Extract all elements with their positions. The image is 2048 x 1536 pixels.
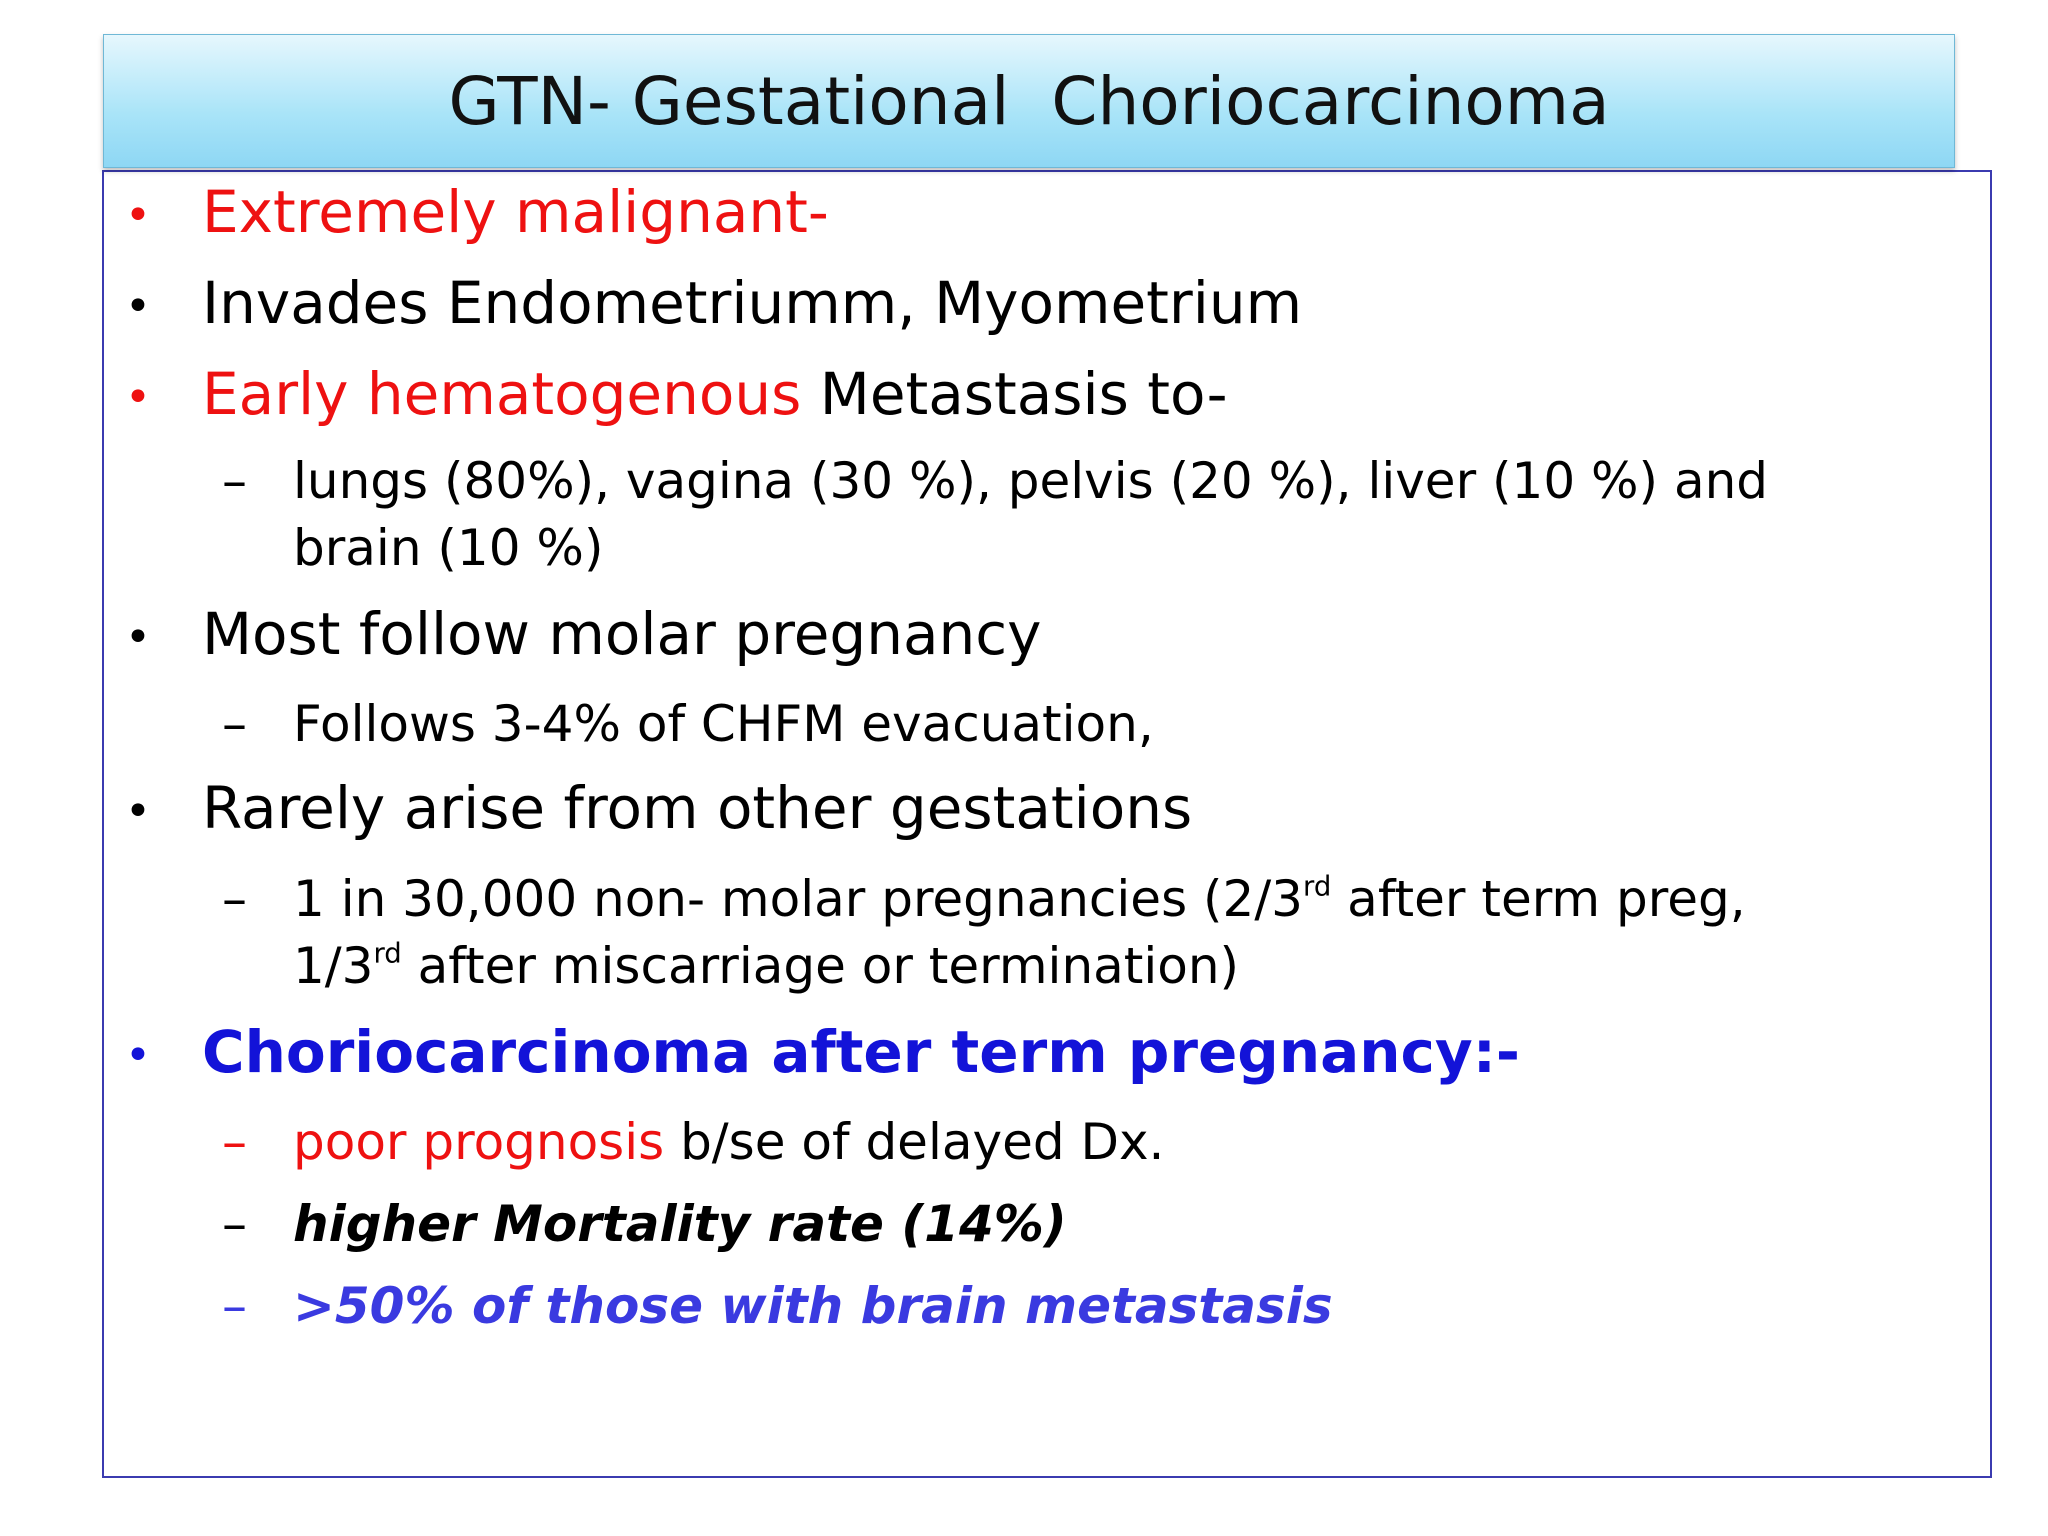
sub-non-molar-line2: 1/3rd after miscarriage or termination) [293, 937, 1240, 995]
dash-marker: – [222, 1195, 247, 1253]
slide-title: GTN- Gestational Choriocarcinoma [448, 62, 1610, 140]
sub-chfm-evacuation: Follows 3-4% of CHFM evacuation, [293, 695, 1154, 753]
bullet-marker: • [125, 190, 151, 241]
dash-marker: – [222, 452, 247, 510]
sub-non-molar-line1: 1 in 30,000 non- molar pregnancies (2/3rd after term preg, [293, 870, 1746, 928]
early-hematogenous-text: Early hematogenous [202, 360, 802, 428]
poor-prognosis-text: poor prognosis [293, 1113, 665, 1171]
sub-mortality-rate: higher Mortality rate (14%) [293, 1195, 1067, 1253]
dash-marker: – [222, 695, 247, 753]
dash-marker: – [222, 1113, 247, 1171]
content-frame [102, 170, 1992, 1478]
dash-marker: – [222, 870, 247, 928]
sub-brain-metastasis: >50% of those with brain metastasis [293, 1277, 1333, 1335]
bullet-marker: • [125, 372, 151, 423]
sub-metastasis-sites-line1: lungs (80%), vagina (30 %), pelvis (20 %), liver (10 %) and [293, 452, 1769, 510]
sub-metastasis-sites-line2: brain (10 %) [293, 519, 604, 577]
bullet-other-gestations: Rarely arise from other gestations [202, 774, 1193, 842]
bullet-term-pregnancy: Choriocarcinoma after term pregnancy:- [202, 1018, 1520, 1086]
bullet-marker: • [125, 1030, 151, 1081]
bullet-marker: • [125, 786, 151, 837]
delayed-dx-text: b/se of delayed Dx. [664, 1113, 1165, 1171]
metastasis-to-text: Metastasis to- [801, 360, 1228, 428]
bullet-invades: Invades Endometriumm, Myometrium [202, 269, 1303, 337]
bullet-extremely-malignant: Extremely malignant- [202, 178, 829, 246]
title-banner [103, 34, 1955, 168]
bullet-marker: • [125, 612, 151, 663]
bullet-molar-pregnancy: Most follow molar pregnancy [202, 600, 1042, 668]
dash-marker: – [222, 1277, 247, 1335]
bullet-marker: • [125, 281, 151, 332]
